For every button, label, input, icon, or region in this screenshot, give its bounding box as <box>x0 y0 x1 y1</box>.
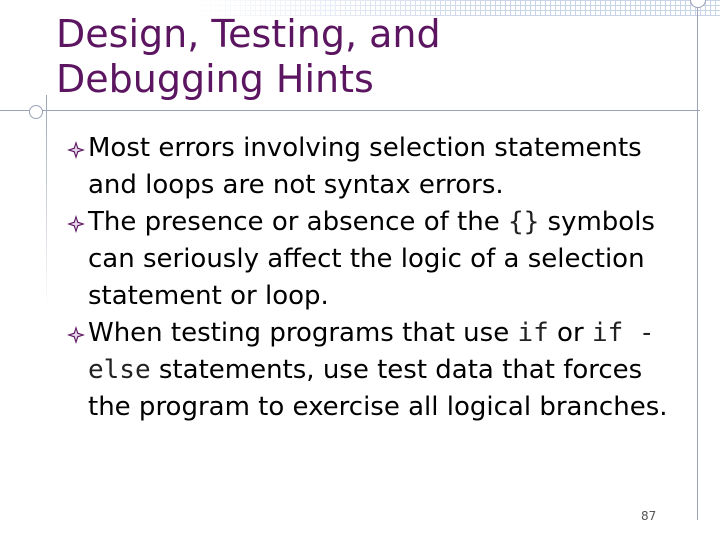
bullet-text-after: symbols can seriously affect the logic of a selection statement or loop. <box>88 207 655 311</box>
title-underline <box>0 110 700 111</box>
page-number: 87 <box>641 509 657 523</box>
bullet-item <box>60 130 690 204</box>
bullet-item <box>60 315 690 426</box>
slide-title <box>56 12 656 102</box>
slide-title-line-1: Design, Testing, and <box>56 12 441 56</box>
bullet-text-before: The presence or absence of the <box>88 207 508 237</box>
bullet-text-after: statements, use test data that forces the program to exercise all logical branches. <box>88 355 668 422</box>
bullet-text-before: When testing programs that use <box>88 318 518 348</box>
bullet-list <box>60 130 690 426</box>
bullet-item <box>60 204 690 315</box>
four-point-star-bullet-icon <box>66 140 86 160</box>
code-braces: {} <box>507 207 540 237</box>
four-point-star-bullet-icon <box>66 214 86 234</box>
code-if: if <box>517 318 549 348</box>
code-if-else: if -else <box>88 318 655 385</box>
left-vertical-rule <box>46 95 47 310</box>
four-point-star-bullet-icon <box>66 325 86 345</box>
slide-title-line-2: Debugging Hints <box>56 57 374 101</box>
bullet-text-middle: or <box>548 318 592 348</box>
bullet-text: Most errors involving selection statements and loops are not syntax errors. <box>88 133 642 200</box>
left-circle-ornament <box>29 105 43 119</box>
right-vertical-rule <box>697 0 698 520</box>
